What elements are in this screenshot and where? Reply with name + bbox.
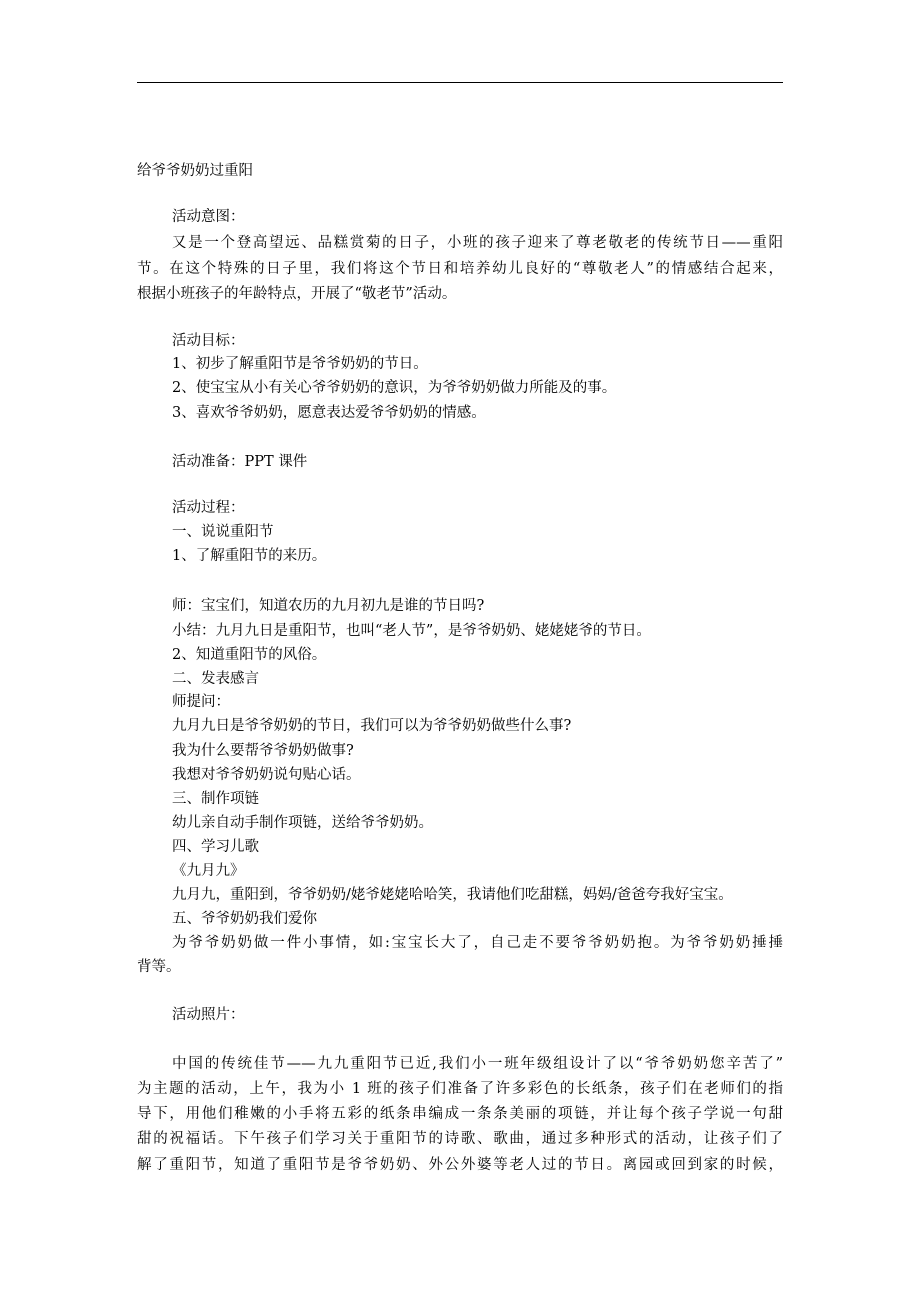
process-line: 师：宝宝们，知道农历的九月初九是谁的节日吗? [172, 598, 485, 614]
intent-line: 根据小班孩子的年龄特点，开展了“敬老节”活动。 [137, 286, 457, 302]
process-line: 四、学习儿歌 [172, 839, 259, 855]
process-line: 2、知道重阳节的风俗。 [172, 647, 327, 663]
process-line: 我为什么要帮爷爷奶奶做事? [172, 743, 354, 759]
process-line: 九月九，重阳到，爷爷奶奶/姥爷姥姥哈哈笑，我请他们吃甜糕，妈妈/爸爸夸我好宝宝。 [172, 887, 733, 903]
document-title: 给爷爷奶奶过重阳 [137, 163, 253, 179]
goal-item: 3、喜欢爷爷奶奶，愿意表达爱爷爷奶奶的情感。 [172, 405, 486, 421]
process-line: 1、了解重阳节的来历。 [172, 548, 327, 564]
process-heading: 活动过程： [172, 500, 245, 516]
closing-line: 导下，用他们稚嫩的小手将五彩的纸条串编成一条条美丽的项链，并让每个孩子学说一句甜 [137, 1106, 783, 1122]
process-line: 三、制作项链 [172, 791, 259, 807]
header-rule [137, 82, 783, 83]
process-line: 小结：九月九日是重阳节，也叫“老人节”，是爷爷奶奶、姥姥姥爷的节日。 [172, 623, 651, 639]
process-line: 五、爷爷奶奶我们爱你 [172, 911, 317, 927]
process-line: 背等。 [137, 959, 181, 975]
closing-line: 为主题的活动，上午，我为小 1 班的孩子们准备了许多彩色的长纸条，孩子们在老师们的指 [137, 1081, 783, 1097]
intent-line: 节。在这个特殊的日子里，我们将这个节日和培养幼儿良好的“尊敬老人”的情感结合起来， [137, 261, 783, 277]
process-line: 《九月九》 [172, 863, 245, 879]
process-line: 二、发表感言 [172, 671, 259, 687]
closing-line: 中国的传统佳节——九九重阳节已近,我们小一班年级组设计了以“爷爷奶奶您辛苦了” [172, 1056, 783, 1072]
process-line: 一、说说重阳节 [172, 524, 274, 540]
intent-line: 又是一个登高望远、品糕赏菊的日子，小班的孩子迎来了尊老敬老的传统节日——重阳 [172, 235, 783, 251]
process-line: 幼儿亲自动手制作项链，送给爷爷奶奶。 [172, 815, 433, 831]
prep-line: 活动准备：PPT 课件 [172, 454, 308, 470]
process-line: 我想对爷爷奶奶说句贴心话。 [172, 767, 361, 783]
closing-line: 解了重阳节，知道了重阳节是爷爷奶奶、外公外婆等老人过的节日。离园或回到家的时候， [137, 1157, 783, 1173]
closing-line: 甜的祝福话。下午孩子们学习关于重阳节的诗歌、歌曲，通过多种形式的活动，让孩子们了 [137, 1131, 783, 1147]
goal-item: 1、初步了解重阳节是爷爷奶奶的节日。 [172, 356, 428, 372]
process-line: 九月九日是爷爷奶奶的节日，我们可以为爷爷奶奶做些什么事? [172, 718, 572, 734]
intent-heading: 活动意图： [172, 209, 245, 225]
goals-heading: 活动目标： [172, 333, 245, 349]
process-line: 为爷爷奶奶做一件小事情，如:宝宝长大了，自己走不要爷爷奶奶抱。为爷爷奶奶捶捶 [172, 935, 783, 951]
goal-item: 2、使宝宝从小有关心爷爷奶奶的意识，为爷爷奶奶做力所能及的事。 [172, 380, 617, 396]
photos-heading: 活动照片： [172, 1007, 245, 1023]
process-line: 师提问： [172, 694, 230, 710]
